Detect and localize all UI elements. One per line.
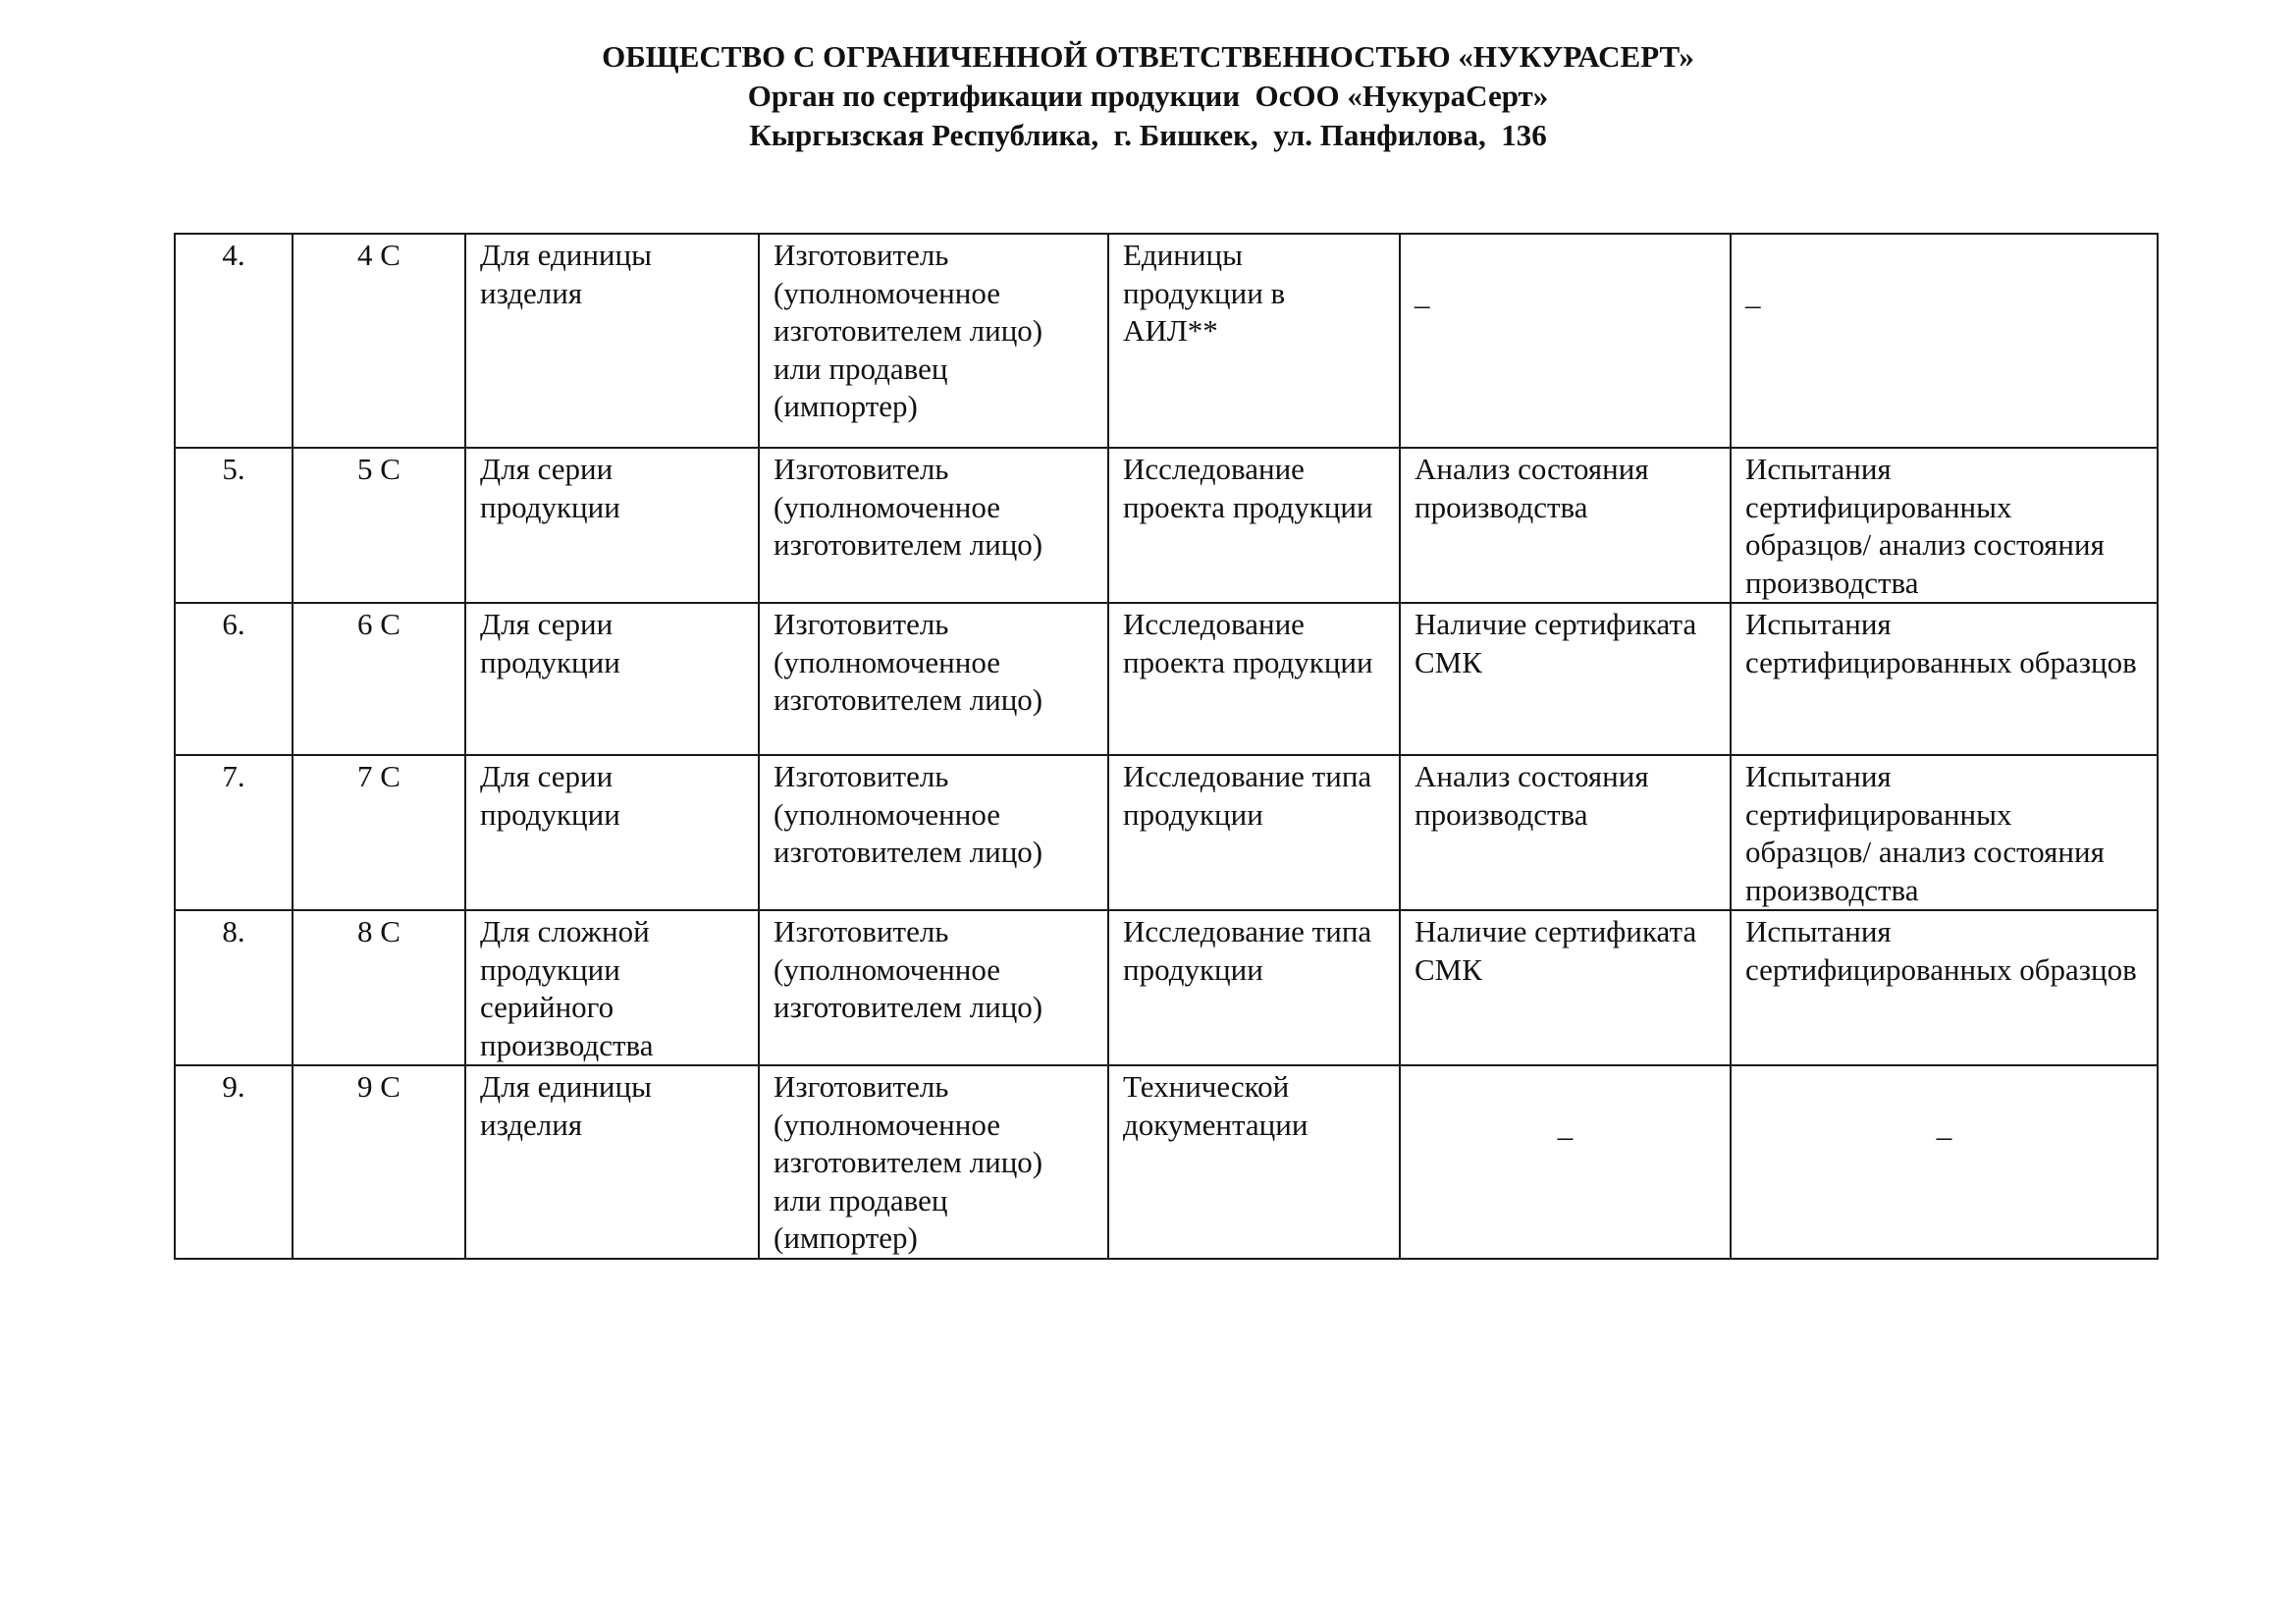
scheme-scope: Для серии продукции <box>465 603 759 755</box>
applicant: Изготовитель (уполномоченное изготовителем лицо) <box>759 910 1108 1065</box>
scheme-scope: Для единицы изделия <box>465 1065 759 1259</box>
scheme-code: 6 С <box>293 603 465 755</box>
cert-body-name: Орган по сертификации продукции ОсОО «НукураСерт» <box>747 79 1549 113</box>
scheme-scope: Для серии продукции <box>465 448 759 603</box>
inspection-control: Испытания сертифицированных образцов/ анализ состояния производства <box>1731 755 2158 910</box>
table-row <box>175 910 2158 1065</box>
org-address: Кыргызская Республика, г. Бишкек, ул. Панфилова, 136 <box>749 118 1547 152</box>
production-assessment: _ <box>1400 1065 1731 1259</box>
row-number: 4. <box>175 234 293 448</box>
product-assessment: Исследование проекта продукции <box>1108 448 1400 603</box>
inspection-control: Испытания сертифицированных образцов/ анализ состояния производства <box>1731 448 2158 603</box>
table-row <box>175 1065 2158 1259</box>
scheme-code: 5 С <box>293 448 465 603</box>
product-assessment: Исследование проекта продукции <box>1108 603 1400 755</box>
applicant: Изготовитель (уполномоченное изготовителем лицо) <box>759 448 1108 603</box>
production-assessment: Наличие сертификата СМК <box>1400 910 1731 1065</box>
scheme-scope: Для сложной продукции серийного производства <box>465 910 759 1065</box>
scheme-code: 7 С <box>293 755 465 910</box>
certification-schemes-table <box>174 233 2159 1260</box>
table-row <box>175 234 2158 448</box>
applicant: Изготовитель (уполномоченное изготовителем лицо) или продавец (импортер) <box>759 1065 1108 1259</box>
inspection-control: _ <box>1731 1065 2158 1259</box>
scheme-code: 9 С <box>293 1065 465 1259</box>
row-number: 8. <box>175 910 293 1065</box>
row-number: 9. <box>175 1065 293 1259</box>
inspection-control: Испытания сертифицированных образцов <box>1731 910 2158 1065</box>
scheme-code: 4 С <box>293 234 465 448</box>
document-header <box>0 37 2296 155</box>
scheme-scope: Для единицы изделия <box>465 234 759 448</box>
org-name: ОБЩЕСТВО С ОГРАНИЧЕННОЙ ОТВЕТСТВЕННОСТЬЮ «НУКУРАСЕРТ» <box>602 39 1694 74</box>
table-row <box>175 603 2158 755</box>
applicant: Изготовитель (уполномоченное изготовителем лицо) <box>759 755 1108 910</box>
product-assessment: Единицы продукции в АИЛ** <box>1108 234 1400 448</box>
production-assessment: _ <box>1400 234 1731 448</box>
inspection-control: _ <box>1731 234 2158 448</box>
table-row <box>175 755 2158 910</box>
applicant: Изготовитель (уполномоченное изготовителем лицо) или продавец (импортер) <box>759 234 1108 448</box>
row-number: 5. <box>175 448 293 603</box>
scheme-scope: Для серии продукции <box>465 755 759 910</box>
row-number: 7. <box>175 755 293 910</box>
production-assessment: Наличие сертификата СМК <box>1400 603 1731 755</box>
table-row <box>175 448 2158 603</box>
product-assessment: Исследование типа продукции <box>1108 755 1400 910</box>
production-assessment: Анализ состояния производства <box>1400 755 1731 910</box>
production-assessment: Анализ состояния производства <box>1400 448 1731 603</box>
scheme-code: 8 С <box>293 910 465 1065</box>
row-number: 6. <box>175 603 293 755</box>
applicant: Изготовитель (уполномоченное изготовителем лицо) <box>759 603 1108 755</box>
product-assessment: Исследование типа продукции <box>1108 910 1400 1065</box>
inspection-control: Испытания сертифицированных образцов <box>1731 603 2158 755</box>
product-assessment: Технической документации <box>1108 1065 1400 1259</box>
